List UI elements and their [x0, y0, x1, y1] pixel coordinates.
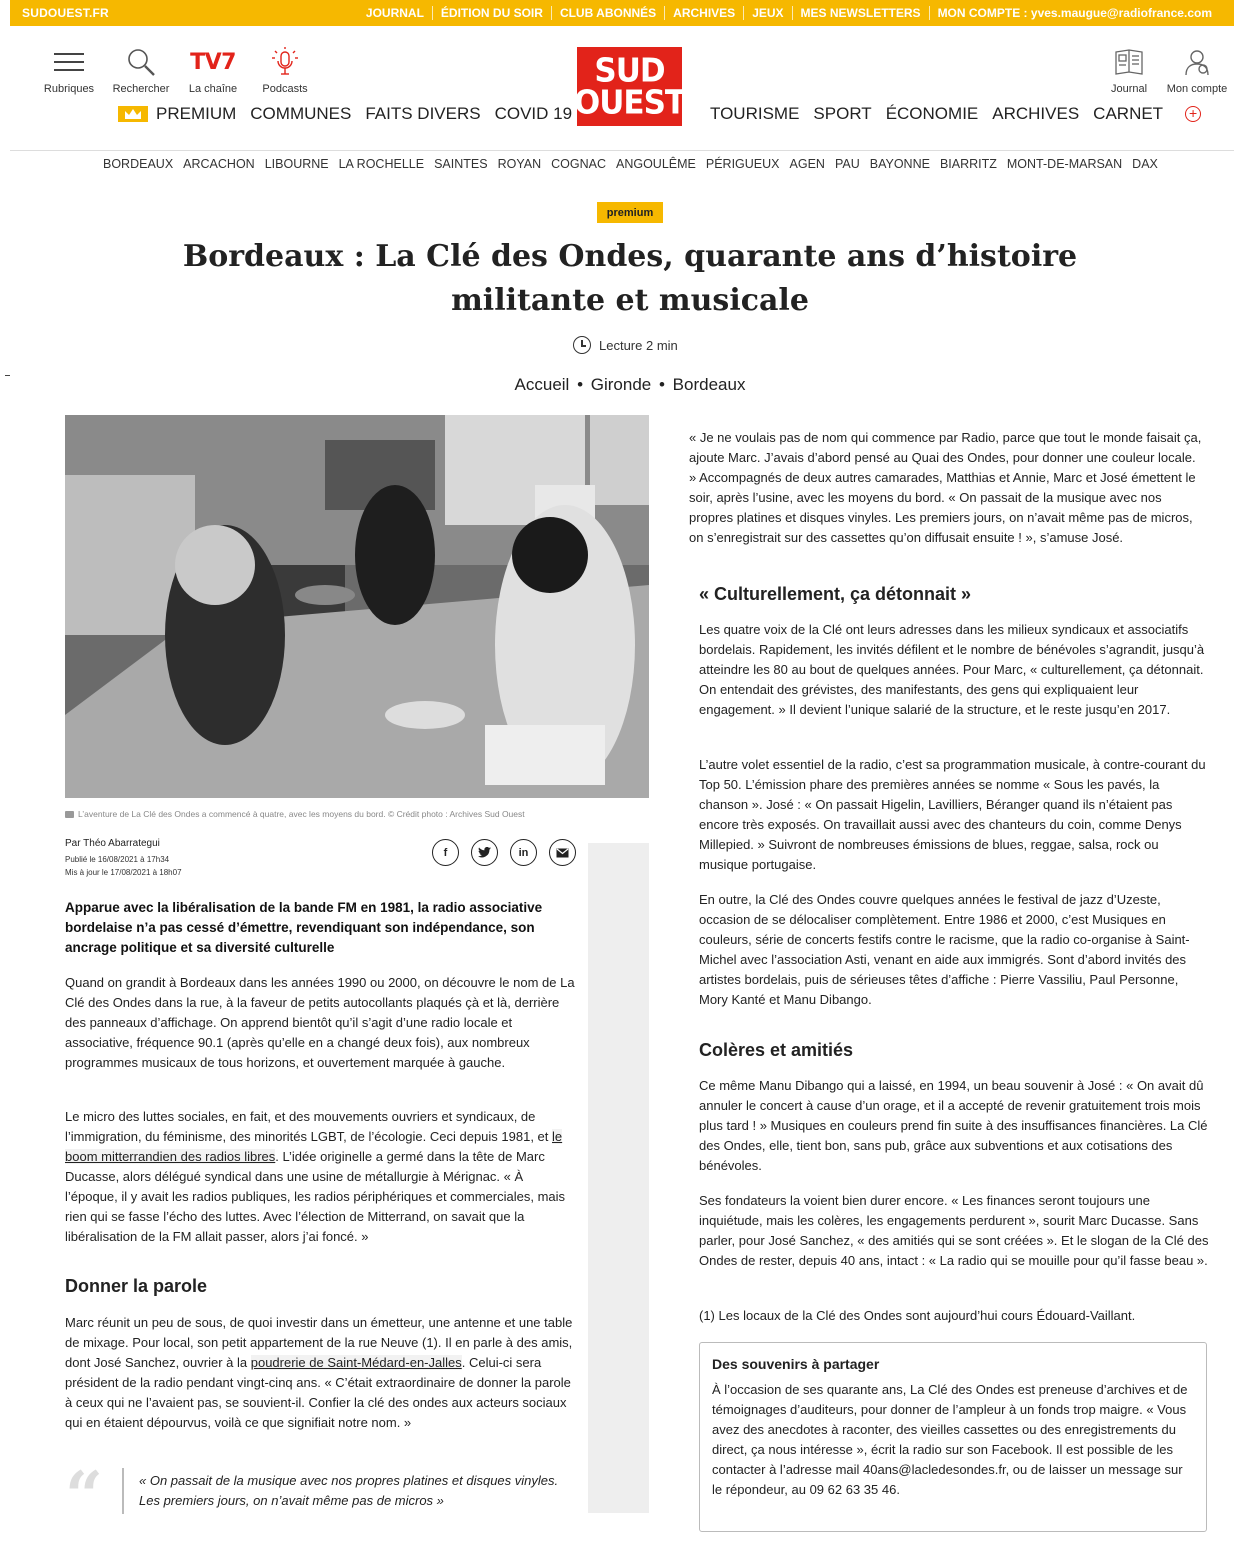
city-nav — [103, 157, 1158, 171]
linkedin-icon[interactable]: in — [510, 839, 537, 866]
crown-icon — [118, 106, 148, 122]
city-link-la-rochelle[interactable]: LA ROCHELLE — [338, 157, 425, 171]
nav-carnet[interactable]: CARNET — [1093, 104, 1164, 123]
heading-culturellement: « Culturellement, ça détonnait » — [699, 584, 972, 604]
city-link-mont-de-marsan[interactable]: MONT-DE-MARSAN — [1006, 157, 1123, 171]
sud-ouest-logo[interactable] — [573, 47, 686, 126]
heading-donner-la-parole: Donner la parole — [65, 1276, 208, 1296]
search-label: Rechercher — [112, 83, 170, 95]
info-box — [699, 1342, 1207, 1532]
top-links — [358, 0, 1234, 26]
clock-icon — [573, 336, 591, 354]
reading-time — [573, 336, 678, 354]
paragraph-3-start: Marc réunit un peu de sous, de quoi investir dans un émetteur, une antenne et une table de mixage. Pour local, son petit appartement de la rue Neuve (1). Il en parle à des amis, dont José Sanchez, ouvrier à la — [65, 1315, 573, 1370]
nav-sport[interactable]: SPORT — [813, 104, 872, 123]
header-tools-right — [1100, 45, 1226, 95]
paragraph-2-start: Le micro des luttes sociales, en fait, et des mouvements ouvriers et syndicaux, de l’immigration, du féminisme, des minorités LGBT, de l’écologie. Ceci depuis 1981, et — [65, 1109, 553, 1144]
podcasts-button[interactable] — [256, 45, 314, 95]
nav-faits-divers[interactable]: FAITS DIVERS — [365, 104, 481, 123]
photo-caption — [65, 809, 525, 819]
header-tools-left — [40, 45, 314, 95]
search-button[interactable] — [112, 45, 170, 95]
city-link-p-rigueux[interactable]: PÉRIGUEUX — [705, 157, 780, 171]
camera-icon — [65, 811, 74, 818]
paragraph-3 — [65, 1313, 575, 1433]
updated-date: Mis à jour le 17/08/2021 à 18h07 — [65, 868, 182, 877]
city-link-cognac[interactable]: COGNAC — [551, 157, 606, 171]
account-label: Mon compte — [1166, 83, 1228, 95]
facebook-icon[interactable]: f — [432, 839, 459, 866]
tv7-button[interactable] — [184, 45, 242, 95]
footnote: (1) Les locaux de la Clé des Ondes sont aujourd’hui cours Édouard-Vaillant. — [699, 1308, 1136, 1323]
nav-premium[interactable]: PREMIUM — [156, 104, 237, 123]
sidebar-placeholder — [588, 843, 649, 1513]
email-icon[interactable] — [549, 839, 576, 866]
city-link-libourne[interactable]: LIBOURNE — [264, 157, 329, 171]
city-link-bordeaux[interactable]: BORDEAUX — [103, 157, 174, 171]
breadcrumb-gironde[interactable]: Gironde — [590, 375, 652, 394]
top-link-jeux[interactable]: JEUX — [743, 6, 791, 20]
pull-quote-text: « On passait de la musique avec nos propres platines et disques vinyles. Les premiers jours, on n’avait même pas de micros » — [139, 1473, 559, 1508]
nav-archives[interactable]: ARCHIVES — [992, 104, 1080, 123]
city-link-agen[interactable]: AGEN — [789, 157, 825, 171]
breadcrumb-bordeaux[interactable]: Bordeaux — [672, 375, 746, 394]
main-nav-right — [710, 104, 1201, 124]
paragraph-1: Quand on grandit à Bordeaux dans les années 1990 ou 2000, on découvre le nom de La Clé des Ondes dans la rue, à la faveur de petits autocollants plaqués çà et là, derrière des panneaux d’affichage. On apprend bientôt qu’il s’agit d’une radio locale et associative, fréquence 90.1 (après qu’elle en a changé deux fois), aux nombreux programmes musicaux de tous horizons, et ouvertement marquée à gauche. — [65, 975, 575, 1070]
city-link-royan[interactable]: ROYAN — [497, 157, 542, 171]
info-box-text: À l’occasion de ses quarante ans, La Clé des Ondes est preneuse d’archives et de témoignages d’auditeurs, pour donner de l’ampleur à un fonds trop maigre. « Vous avez des anecdotes à raconter, des vieilles cassettes ou des enregistrements du direct, ça nous intéresse », écrit la radio sur son Facebook. Il est possible de les contacter à l’adresse mail 40ans@lacledesondes.fr, ou de laisser un message sur le répondeur, au 09 62 63 35 46. — [712, 1382, 1188, 1497]
link-radios-libres[interactable]: le boom mitterrandien des radios libres — [65, 1129, 563, 1164]
article-dates — [65, 853, 182, 879]
article-lead: Apparue avec la libéralisation de la bande FM en 1981, la radio associative bordelaise n’a pas cessé d’émettre, revendiquant son indépendance, son ancrage politique et sa diversité culturelle — [65, 900, 543, 955]
article-photo — [65, 415, 649, 798]
share-buttons — [432, 839, 576, 866]
search-icon — [125, 45, 157, 79]
top-link-mon-compte[interactable]: MON COMPTE : yves.maugue@radiofrance.com — [929, 6, 1220, 20]
plus-icon[interactable]: + — [1185, 106, 1201, 122]
site-brand-link[interactable]: SUDOUEST.FR — [22, 6, 109, 20]
logo-line-1: SUD — [594, 51, 665, 90]
published-date: Publié le 16/08/2021 à 17h34 — [65, 855, 170, 864]
heading-coleres: Colères et amitiés — [699, 1040, 854, 1060]
header-divider — [10, 150, 1234, 151]
quote-mark-icon: “ — [65, 1457, 103, 1535]
paragraph-r2: Les quatre voix de la Clé ont leurs adresses dans les milieux syndicaux et associatifs bordelais. Rapidement, les invités défilent et le nombre de bénévoles s’agrandit, jusqu’à atteindre les 80 au bout de quelques années. Pour Marc, « culturellement, ça détonnait. On entendait des grévistes, des manifestants, des gens qui expliquaient leur engagement. » Il devient l’unique salarié de la structure, et le reste jusqu’en 2017. — [699, 622, 1205, 717]
tv7-logo: TV7 — [190, 49, 236, 75]
nav-economie[interactable]: ÉCONOMIE — [885, 104, 979, 123]
top-link-club-abonnes[interactable]: CLUB ABONNÉS — [551, 6, 664, 20]
reading-time-label: Lecture 2 min — [599, 337, 678, 353]
city-link-saintes[interactable]: SAINTES — [434, 157, 488, 171]
breadcrumb: Accueil • Gironde • Bordeaux — [514, 375, 746, 394]
paragraph-r3: L’autre volet essentiel de la radio, c’est sa programmation musicale, à contre-courant du Top 50. L’émission phare des premières années se nomme « Sous les pavés, la chanson ». José : « On passait Higelin, Lavilliers, Béranger quand ils n’étaient pas encore très exposés. On travaillait aussi avec des chanteurs du coin, comme Denys Millepied. » Suivront de nombreuses émissions de blues, reggae, salsa, rock ou musique portugaise. — [699, 757, 1206, 872]
paragraph-r1: « Je ne voulais pas de nom qui commence par Radio, parce que tout le monde faisait ça, ajoute Marc. J’avais d’abord pensé au Quai des Ondes, pour donner une couleur locale. » Accompagnés de deux autres camarades, Matthias et Annie, Marc et José émettent le soir, après l’usine, avec les moyens du bord. « On passait de la musique avec nos propres platines et disques vinyles. Les premiers jours, on n’avait même pas de micros, on s’enregistrait sur des cassettes qu’on diffusait ensuite ! », s’amuse José. — [689, 430, 1202, 545]
paragraph-2-end: . L’idée originelle a germé dans la tête de Marc Ducasse, alors délégué syndical dans une usine de métallurgie à Mérignac. « À l’époque, il y avait les radios publiques, les radios périphériques et commerciales, mais rien qui se fasse l’écho des luttes. Avec l’élection de Mitterrand, on savait que la libéralisation de la FM allait passer, alors j’ai foncé. » — [65, 1149, 566, 1244]
account-button[interactable] — [1168, 45, 1226, 95]
podcasts-label: Podcasts — [262, 83, 308, 95]
journal-label: Journal — [1110, 83, 1148, 95]
city-link-dax[interactable]: DAX — [1132, 157, 1158, 171]
city-link-biarritz[interactable]: BIARRITZ — [939, 157, 997, 171]
city-link-angoul-me[interactable]: ANGOULÊME — [615, 157, 696, 171]
top-link-edition-soir[interactable]: ÉDITION DU SOIR — [432, 6, 551, 20]
pull-quote — [65, 1457, 565, 1535]
nav-covid[interactable]: COVID 19 — [494, 104, 573, 123]
paragraph-r4: En outre, la Clé des Ondes couvre quelques années le festival de jazz d’Uzeste, occasion de se délocaliser complètement. Entre 1986 et 2000, c’est Musiques en couleurs, série de concerts festifs contre le racisme, que la radio co-organise à Saint-Michel avec l’association Asti, venant en aide aux immigrés. Sont d’abord invités des artistes bordelais, puis de sérieuses têtes d’affiche : Pierre Vassiliu, Paul Personne, Mory Kanté et Manu Dibango. — [699, 892, 1190, 1007]
city-link-arcachon[interactable]: ARCACHON — [183, 157, 255, 171]
paragraph-3-end: . Celui-ci sera président de la radio pendant vingt-cinq ans. « C’était extraordinaire de donner la parole à ceux qui ne l’avaient pas, se souvient-il. Confier la clé des ondes aux acteurs sociaux qui en étaient dépourvus, voilà ce que signifiait notre nom. » — [65, 1355, 571, 1430]
info-box-title: Des souvenirs à partager — [712, 1356, 880, 1372]
author[interactable]: Par Théo Abarrategui — [65, 838, 160, 849]
nav-tourisme[interactable]: TOURISME — [710, 104, 800, 123]
main-nav-left — [118, 104, 572, 124]
paragraph-r5: Ce même Manu Dibango qui a laissé, en 1994, un beau souvenir à José : « On avait dû annuler le concert à cause d’un orage, et il a accepté de revenir gratuitement trois mois plus tard ! » Musiques en couleurs prend fin suite à des insuffisances financières. La Clé des Ondes, elle, tient bon, sans pub, grâce aux subventions et aux cotisations des bénévoles. — [699, 1078, 1208, 1173]
tv7-label: La chaîne — [188, 83, 238, 95]
podcast-icon — [270, 45, 300, 79]
nav-communes[interactable]: COMMUNES — [250, 104, 352, 123]
article-title: Bordeaux : La Clé des Ondes, quarante ans d’histoire militante et musicale — [182, 239, 1078, 318]
top-link-journal[interactable]: JOURNAL — [365, 6, 424, 20]
menu-button[interactable] — [40, 45, 98, 95]
city-link-bayonne[interactable]: BAYONNE — [869, 157, 930, 171]
account-icon — [1182, 45, 1212, 79]
quote-bar — [122, 1468, 124, 1514]
premium-badge: premium — [597, 202, 663, 223]
logo-line-2: OUEST — [573, 83, 686, 122]
twitter-icon[interactable] — [471, 839, 498, 866]
journal-button[interactable] — [1100, 45, 1158, 95]
top-bar — [10, 0, 1234, 26]
breadcrumb-accueil[interactable]: Accueil — [514, 375, 570, 394]
top-link-archives[interactable]: ARCHIVES — [664, 6, 743, 20]
paragraph-r6: Ses fondateurs la voient bien durer encore. « Les finances seront toujours une inquiétude, mais les colères, les engagements perdurent », sourit Marc Ducasse. Sans parler, pour José Sanchez, « des amitiés qui se sont créées ». Et le slogan de la Clé des Ondes de rester, depuis 40 ans, intact : « La radio qui se mouille pour qu’il fasse beau ». — [699, 1193, 1209, 1268]
link-poudrerie[interactable]: poudrerie de Saint-Médard-en-Jalles — [250, 1355, 462, 1370]
menu-label: Rubriques — [43, 83, 95, 95]
newspaper-icon — [1113, 45, 1145, 79]
photo-caption-text: L’aventure de La Clé des Ondes a commencé à quatre, avec les moyens du bord. © Crédit photo : Archives Sud Ouest — [78, 809, 525, 819]
menu-icon — [54, 45, 84, 79]
paragraph-2 — [65, 1107, 575, 1247]
city-link-pau[interactable]: PAU — [834, 157, 860, 171]
top-link-newsletters[interactable]: MES NEWSLETTERS — [792, 6, 929, 20]
